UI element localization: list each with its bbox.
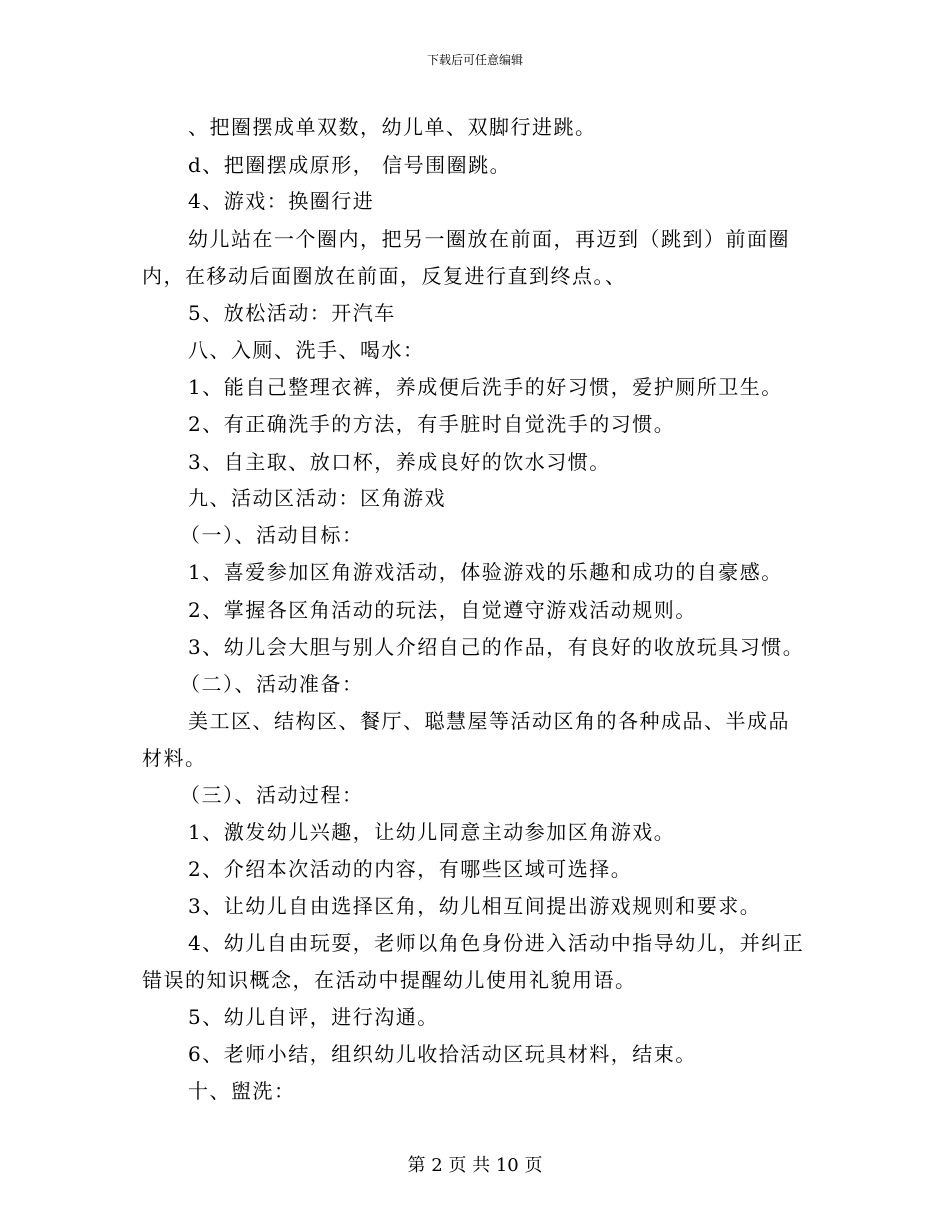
text-line: 2、掌握各区角活动的玩法，自觉遵守游戏活动规则。 [188,598,697,622]
text-line: 材料。 [142,746,207,770]
text-line: 幼儿站在一个圈内，把另一圈放在前面，再迈到（跳到）前面圈 [188,227,790,251]
text-line: 1、喜爱参加区角游戏活动，体验游戏的乐趣和成功的自豪感。 [188,560,783,584]
section-heading: 九、活动区活动：区角游戏 [188,486,446,510]
text-line: 5、幼儿自评，进行沟通。 [188,1005,439,1029]
page-header: 下载后可任意编辑 [426,53,523,67]
subsection-heading: （一）、活动目标： [180,523,364,547]
text-line: 3、自主取、放口杯，养成良好的饮水习惯。 [188,450,611,474]
text-line: 4、游戏：换圈行进 [188,189,375,213]
text-line: 1、能自己整理衣裤，养成便后洗手的好习惯，爱护厕所卫生。 [188,375,783,399]
text-line: 美工区、结构区、餐厅、聪慧屋等活动区角的各种成品、半成品 [188,709,790,733]
text-line: 、把圈摆成单双数，幼儿单、双脚行进跳。 [188,115,597,139]
page-footer: 第 2 页 共 10 页 [407,1155,543,1176]
text-line: d、把圈摆成原形， 信号围圈跳。 [188,153,512,177]
text-line: 错误的知识概念，在活动中提醒幼儿使用礼貌用语。 [142,968,637,992]
text-line: 2、有正确洗手的方法，有手脏时自觉洗手的习惯。 [188,412,676,436]
section-heading: 十、盥洗： [188,1079,296,1103]
text-line: 6、老师小结，组织幼儿收拾活动区玩具材料，结束。 [188,1042,697,1066]
text-line: 2、介绍本次活动的内容，有哪些区域可选择。 [188,857,633,881]
text-line: 3、幼儿会大胆与别人介绍自己的作品，有良好的收放玩具习惯。 [188,635,805,659]
text-line: 1、激发幼儿兴趣，让幼儿同意主动参加区角游戏。 [188,820,676,844]
text-line: 5、放松活动：开汽车 [188,301,396,325]
text-line: 3、让幼儿自由选择区角，幼儿相互间提出游戏规则和要求。 [188,894,762,918]
section-heading: 八、入厕、洗手、喝水： [188,338,425,362]
subsection-heading: （二）、活动准备： [180,672,364,696]
text-line: 4、幼儿自由玩耍，老师以角色身份进入活动中指导幼儿，并纠正 [188,931,805,955]
subsection-heading: （三）、活动过程： [180,783,364,807]
text-line: 内，在移动后面圈放在前面，反复进行直到终点。、 [142,264,627,288]
